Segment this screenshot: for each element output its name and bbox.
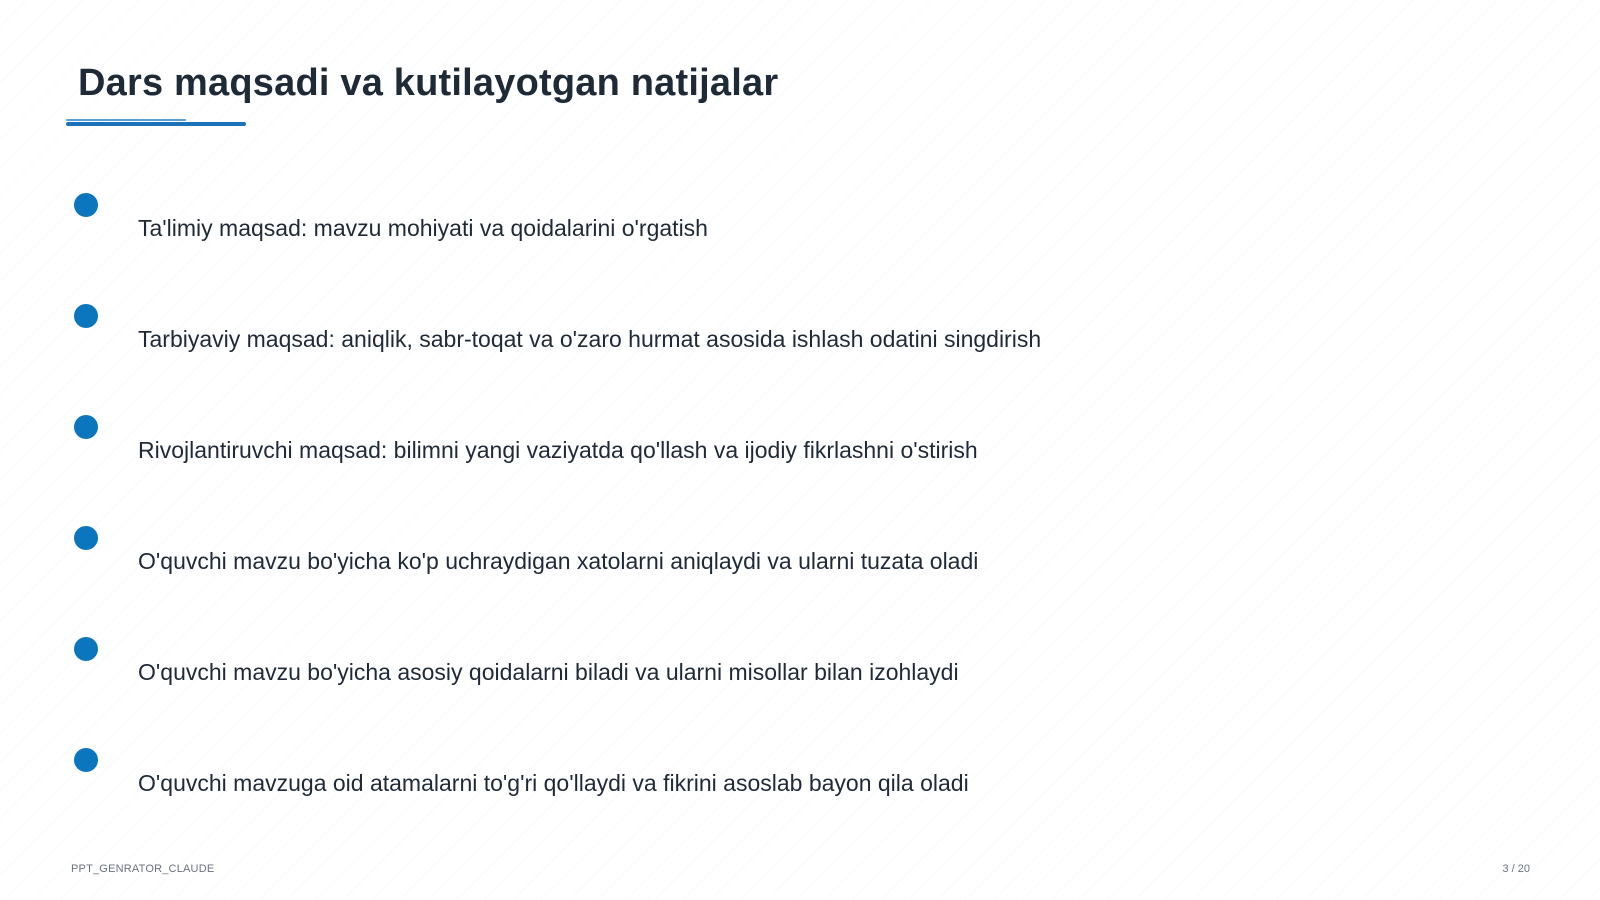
bullet-text: Ta'limiy maqsad: mavzu mohiyati va qoidalarini o'rgatish <box>138 215 708 241</box>
bullet-dot-icon <box>74 748 98 772</box>
bullet-dot-icon <box>74 304 98 328</box>
bullet-text: Tarbiyaviy maqsad: aniqlik, sabr-toqat va o'zaro hurmat asosida ishlash odatini singdirish <box>138 326 1042 352</box>
page-indicator: 3 / 20 <box>1502 863 1530 875</box>
list-item <box>74 526 1374 586</box>
bullet-dot-icon <box>74 526 98 550</box>
list-item <box>74 637 1374 697</box>
bullet-dot-icon <box>74 415 98 439</box>
list-item <box>74 415 1374 475</box>
list-item <box>74 193 1374 253</box>
bullet-text: O'quvchi mavzu bo'yicha ko'p uchraydigan xatolarni aniqlaydi va ularni tuzata oladi <box>138 548 979 574</box>
bullet-dot-icon <box>74 193 98 217</box>
list-item <box>74 748 1374 808</box>
bullet-dot-icon <box>74 637 98 661</box>
list-item <box>74 304 1374 364</box>
bullet-text: O'quvchi mavzu bo'yicha asosiy qoidalarni biladi va ularni misollar bilan izohlaydi <box>138 659 959 685</box>
bullet-text: O'quvchi mavzuga oid atamalarni to'g'ri qo'llaydi va fikrini asoslab bayon qila oladi <box>138 770 969 796</box>
slide-title: Dars maqsadi va kutilayotgan natijalar <box>78 62 779 104</box>
bullet-text: Rivojlantiruvchi maqsad: bilimni yangi vaziyatda qo'llash va ijodiy fikrlashni o'stirish <box>138 437 978 463</box>
footer-label: PPT_GENRATOR_CLAUDE <box>71 863 215 875</box>
